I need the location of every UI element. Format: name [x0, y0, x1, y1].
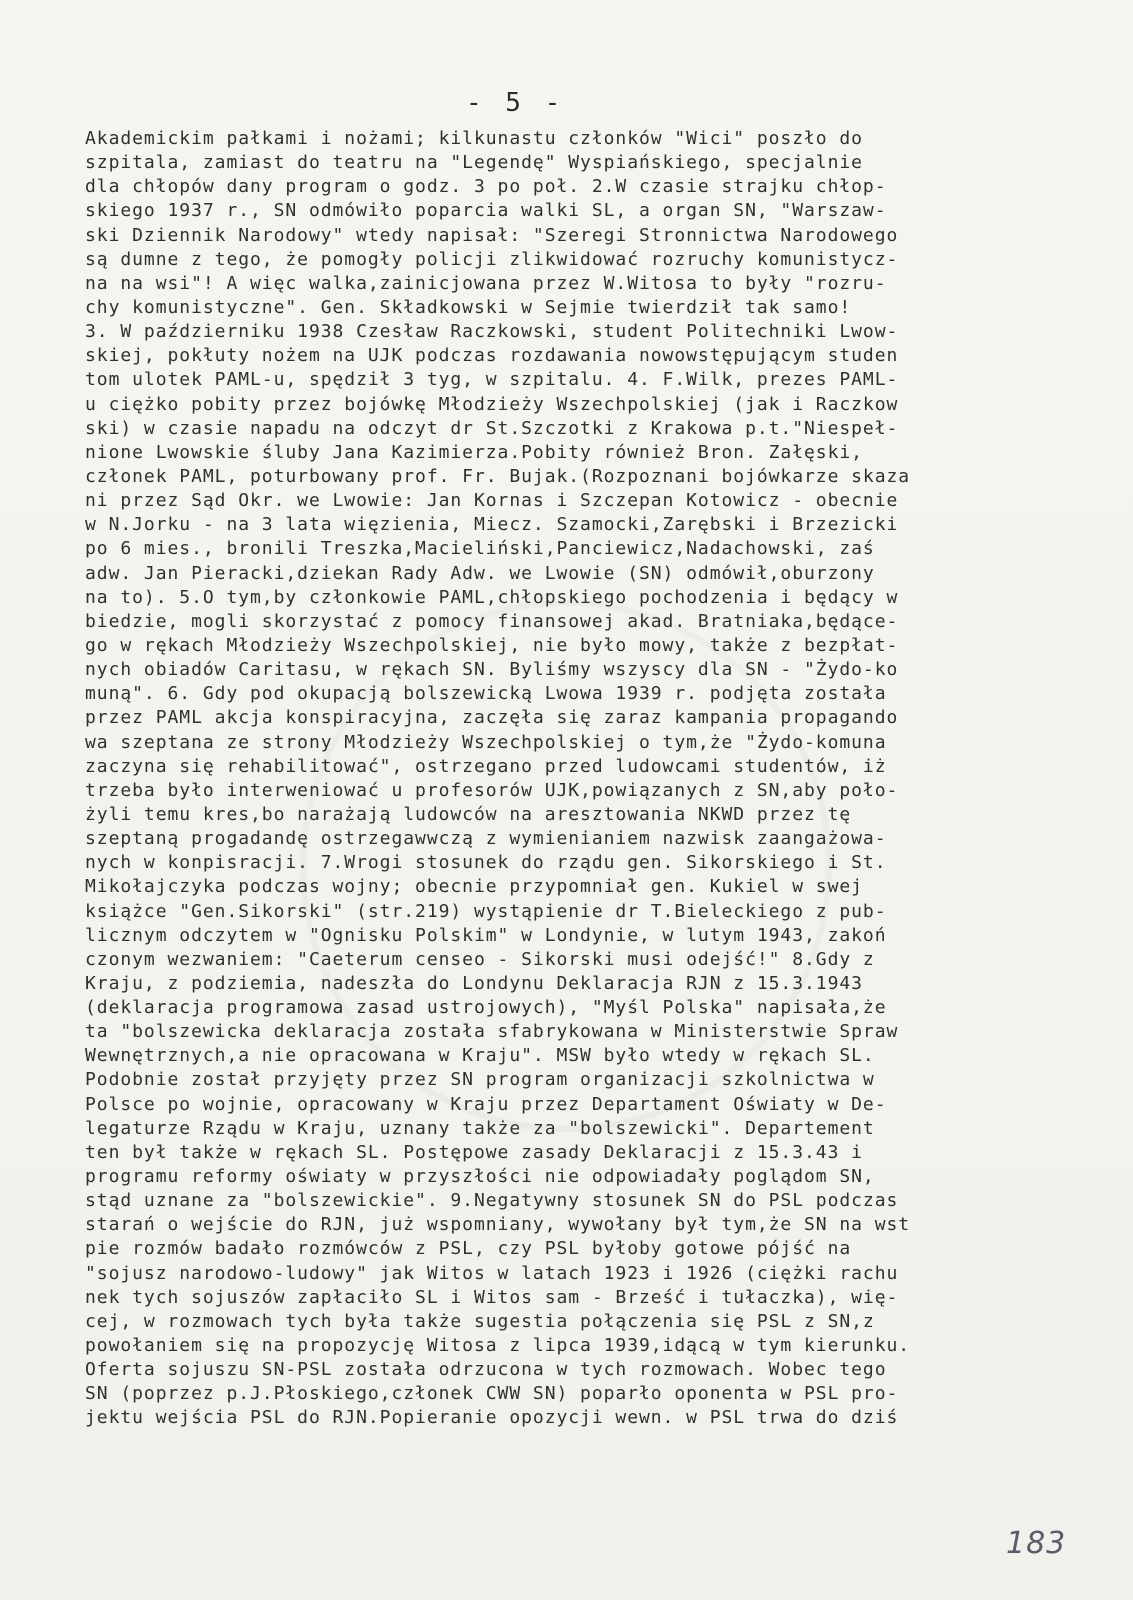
text-line: 3. W październiku 1938 Czesław Raczkowski, student Politechniki Lwow-: [85, 321, 899, 343]
text-line: czonym wezwaniem: "Caeterum censeo - Sikorski musi odejść!" 8.Gdy z: [85, 948, 875, 970]
text-line: cej, w rozmowach tych była także sugestia połączenia się PSL z SN,z: [85, 1310, 875, 1332]
text-line: ni przez Sąd Okr. we Lwowie: Jan Kornas i Szczepan Kotowicz - obecnie: [85, 490, 899, 512]
text-line: Akademickim pałkami i nożami; kilkunastu członków "Wici" poszło do: [85, 128, 863, 149]
text-line: muną". 6. Gdy pod okupacją bolszewicką Lwowa 1939 r. podjęta została: [85, 683, 887, 705]
text-line: Oferta sojuszu SN-PSL została odrzucona w tych rozmowach. Wobec tego: [85, 1359, 887, 1381]
text-line: jektu wejścia PSL do RJN.Popieranie opozycji wewn. w PSL trwa do dziś: [85, 1407, 899, 1429]
text-line: programu reformy oświaty w przyszłości nie odpowiadały poglądom SN,: [85, 1166, 875, 1188]
text-line: licznym odczytem w "Ognisku Polskim" w Londynie, w lutym 1943, zakoń: [85, 924, 887, 946]
text-line: nych obiadów Caritasu, w rękach SN. Byliśmy wszyscy dla SN - "Żydo-ko: [85, 659, 899, 681]
text-line: nione Lwowskie śluby Jana Kazimierza.Pobity również Bron. Załęski,: [85, 441, 863, 463]
text-line: w N.Jorku - na 3 lata więzienia, Miecz. Szamocki,Zarębski i Brzezicki: [85, 514, 899, 536]
text-line: ski) w czasie napadu na odczyt dr St.Szczotki z Krakowa p.t."Niespeł-: [85, 417, 899, 439]
typewritten-body: [85, 127, 1115, 1431]
text-line: nek tych sojuszów zapłaciło SL i Witos sam - Brześć i tułaczka), wię-: [85, 1286, 899, 1308]
text-line: powołaniem się na propozycję Witosa z lipca 1939,idącą w tym kierunku.: [85, 1335, 911, 1357]
text-line: trzeba było interweniować u profesorów UJK,powiązanych z SN,aby poło-: [85, 779, 899, 801]
text-line: przez PAML akcja konspiracyjna, zaczęła się zaraz kampania propagando: [85, 707, 899, 729]
text-line: skiej, pokłuty nożem na UJK podczas rozdawania nowowstępującym studen: [85, 345, 899, 367]
text-line: są dumne z tego, że pomogły policji zlikwidować rozruchy komunistycz-: [85, 248, 899, 270]
text-line: dla chłopów dany program o godz. 3 po poł. 2.W czasie strajku chłop-: [85, 176, 887, 198]
text-line: po 6 mies., bronili Treszka,Macieliński,Panciewicz,Nadachowski, zaś: [85, 538, 875, 560]
page-number: - 5 -: [466, 88, 565, 118]
text-line: książce "Gen.Sikorski" (str.219) wystąpienie dr T.Bieleckiego z pub-: [85, 900, 887, 922]
text-line: Kraju, z podziemia, nadeszła do Londynu Deklaracja RJN z 15.3.1943: [85, 972, 863, 994]
text-line: Wewnętrznych,a nie opracowana w Kraju". MSW było wtedy w rękach SL.: [85, 1045, 875, 1067]
handwritten-folio-number: 183: [1006, 1526, 1067, 1561]
text-line: u ciężko pobity przez bojówkę Młodzieży Wszechpolskiej (jak i Raczkow: [85, 393, 899, 415]
text-line: pie rozmów badało rozmówców z PSL, czy PSL byłoby gotowe pójść na: [85, 1238, 852, 1260]
text-line: członek PAML, poturbowany prof. Fr. Bujak.(Rozpoznani bojówkarze skaza: [85, 465, 911, 487]
text-line: Mikołajczyka podczas wojny; obecnie przypomniał gen. Kukiel w swej: [85, 876, 863, 898]
text-line: Podobnie został przyjęty przez SN program organizacji szkolnictwa w: [85, 1069, 875, 1091]
text-line: go w rękach Młodzieży Wszechpolskiej, nie było mowy, także z bezpłat-: [85, 634, 899, 656]
text-line: adw. Jan Pieracki,dziekan Rady Adw. we Lwowie (SN) odmówił,oburzony: [85, 562, 875, 584]
text-line: chy komunistyczne". Gen. Składkowski w Sejmie twierdził tak samo!: [85, 296, 852, 318]
text-line: Polsce po wojnie, opracowany w Kraju przez Departament Oświaty w De-: [85, 1093, 887, 1115]
text-line: (deklaracja programowa zasad ustrojowych), "Myśl Polska" napisała,że: [85, 997, 887, 1019]
text-line: skiego 1937 r., SN odmówiło poparcia walki SL, a organ SN, "Warszaw-: [85, 200, 887, 222]
text-line: ten był także w rękach SL. Postępowe zasady Deklaracji z 15.3.43 i: [85, 1141, 863, 1163]
text-line: starań o wejście do RJN, już wspomniany, wywołany był tym,że SN na wst: [85, 1214, 911, 1236]
text-line: żyli temu kres,bo narażają ludowców na aresztowania NKWD przez tę: [85, 803, 852, 825]
text-line: biedzie, mogli skorzystać z pomocy finansowej akad. Bratniaka,będące-: [85, 610, 899, 632]
text-line: nych w konpisracji. 7.Wrogi stosunek do rządu gen. Sikorskiego i St.: [85, 852, 887, 874]
text-line: na na wsi"! A więc walka,zainicjowana przez W.Witosa to były "rozru-: [85, 272, 887, 294]
text-line: szeptaną progadandę ostrzegawwczą z wymienianiem nazwisk zaangażowa-: [85, 828, 887, 850]
text-line: na to). 5.O tym,by członkowie PAML,chłopskiego pochodzenia i będący w: [85, 586, 899, 608]
text-line: stąd uznane za "bolszewickie". 9.Negatywny stosunek SN do PSL podczas: [85, 1190, 899, 1212]
text-line: wa szeptana ze strony Młodzieży Wszechpolskiej o tym,że "Żydo-komuna: [85, 731, 887, 753]
text-line: legaturze Rządu w Kraju, uznany także za "bolszewicki". Departement: [85, 1117, 875, 1139]
text-line: ski Dziennik Narodowy" wtedy napisał: "Szeregi Stronnictwa Narodowego: [85, 224, 899, 246]
text-line: SN (poprzez p.J.Płoskiego,członek CWW SN) poparło oponenta w PSL pro-: [85, 1383, 899, 1405]
text-line: szpitala, zamiast do teatru na "Legendę" Wyspiańskiego, specjalnie: [85, 152, 863, 174]
text-line: "sojusz narodowo-ludowy" jak Witos w latach 1923 i 1926 (ciężki rachu: [85, 1262, 899, 1284]
text-line: tom ulotek PAML-u, spędził 3 tyg, w szpitalu. 4. F.Wilk, prezes PAML-: [85, 369, 899, 391]
text-line: ta "bolszewicka deklaracja została sfabrykowana w Ministerstwie Spraw: [85, 1021, 899, 1043]
text-line: zaczyna się rehabilitować", ostrzegano przed ludowcami studentów, iż: [85, 755, 887, 777]
